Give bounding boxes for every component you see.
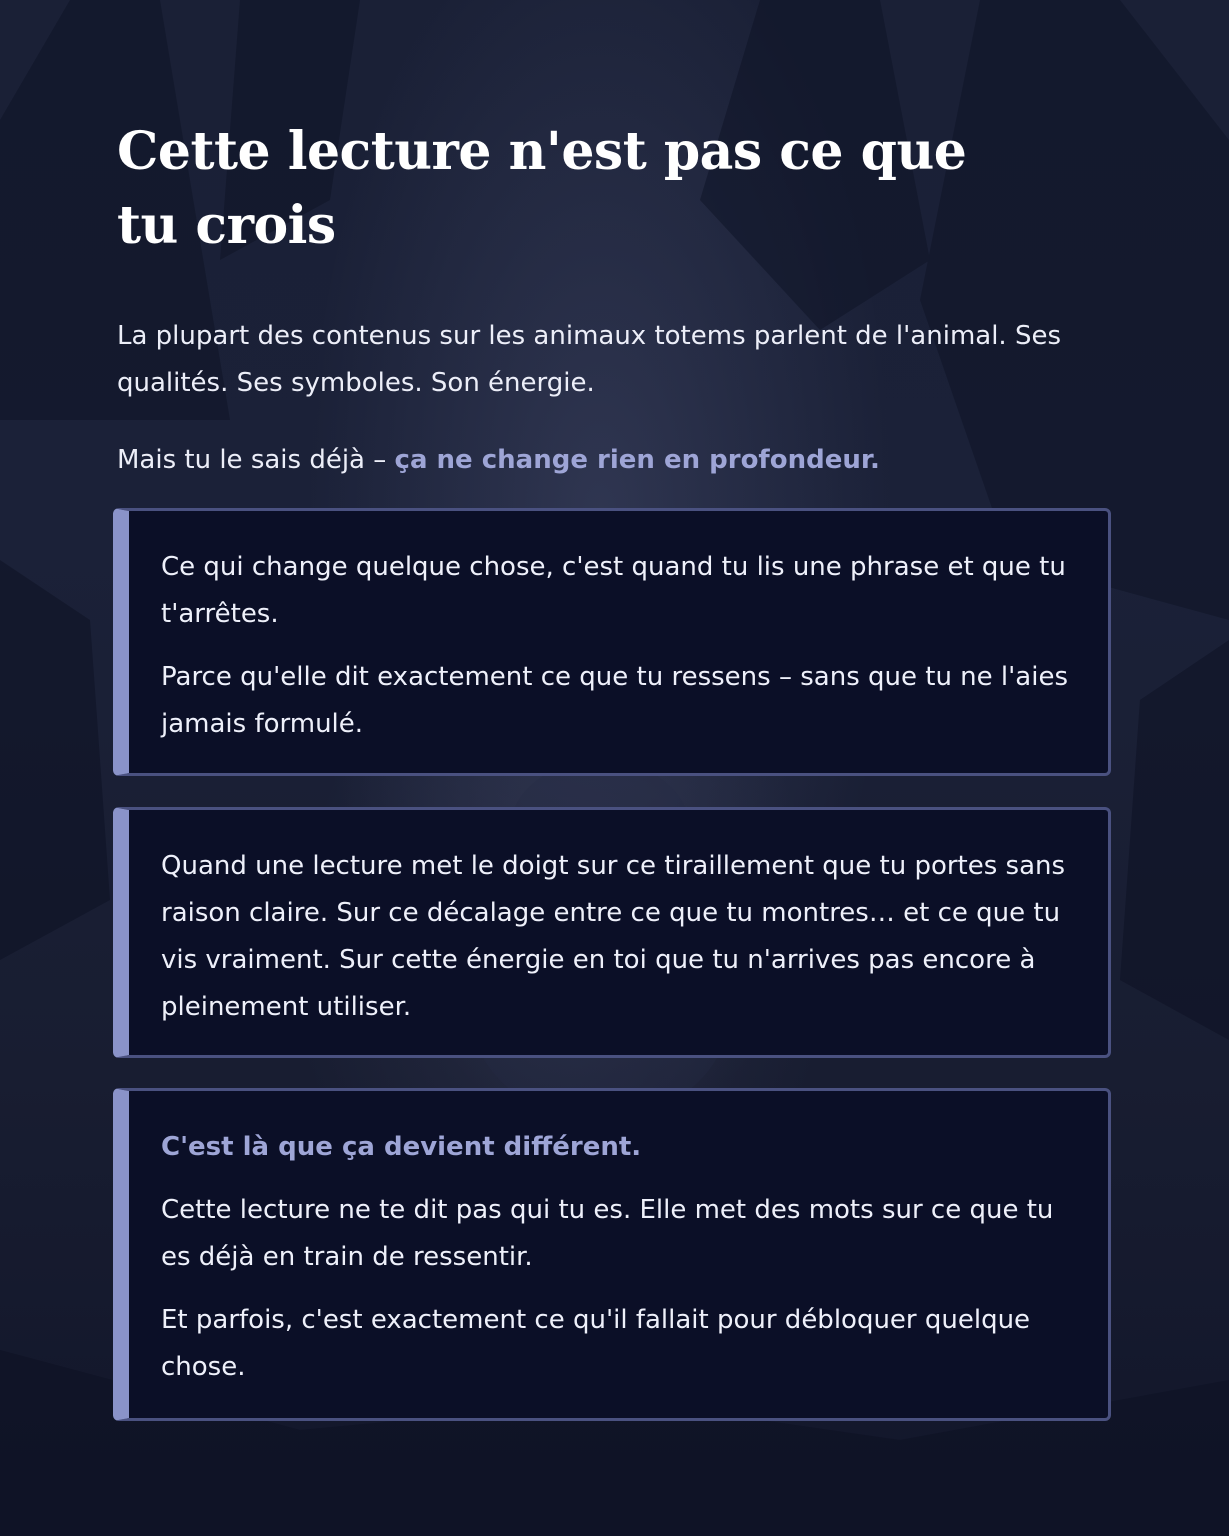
card-3-paragraph-2: Et parfois, c'est exactement ce qu'il fallait pour débloquer quelque chose. [161,1305,1031,1382]
card-2-paragraph-1: Quand une lecture met le doigt sur ce tiraillement que tu portes sans raison claire. Sur ce décalage entre ce que tu montres… et ce que tu vis vraiment. Sur cette énergie en toi que tu n'arrives pas encore à pleinement utiliser. [161,851,1066,1022]
quote-card-3 [113,1088,1111,1421]
card-1-paragraph-2: Parce qu'elle dit exactement ce que tu ressens – sans que tu ne l'aies jamais formulé. [161,662,1068,739]
intro-lead-text: Mais tu le sais déjà – [117,445,395,475]
card-1-paragraph-1: Ce qui change quelque chose, c'est quand tu lis une phrase et que tu t'arrêtes. [161,552,1066,629]
quote-card-2 [113,807,1111,1058]
card-3-lead: C'est là que ça devient différent. [161,1132,642,1162]
intro-statement [117,437,1113,484]
page-title: Cette lecture n'est pas ce que tu crois [117,121,967,256]
main-content [117,115,1113,1382]
intro-paragraph: La plupart des contenus sur les animaux totems parlent de l'animal. Ses qualités. Ses symboles. Son énergie. [117,321,1061,398]
quote-card-1 [113,508,1111,776]
intro-highlight: ça ne change rien en profondeur. [394,445,880,475]
card-3-paragraph-1: Cette lecture ne te dit pas qui tu es. Elle met des mots sur ce que tu es déjà en train de ressentir. [161,1195,1054,1272]
